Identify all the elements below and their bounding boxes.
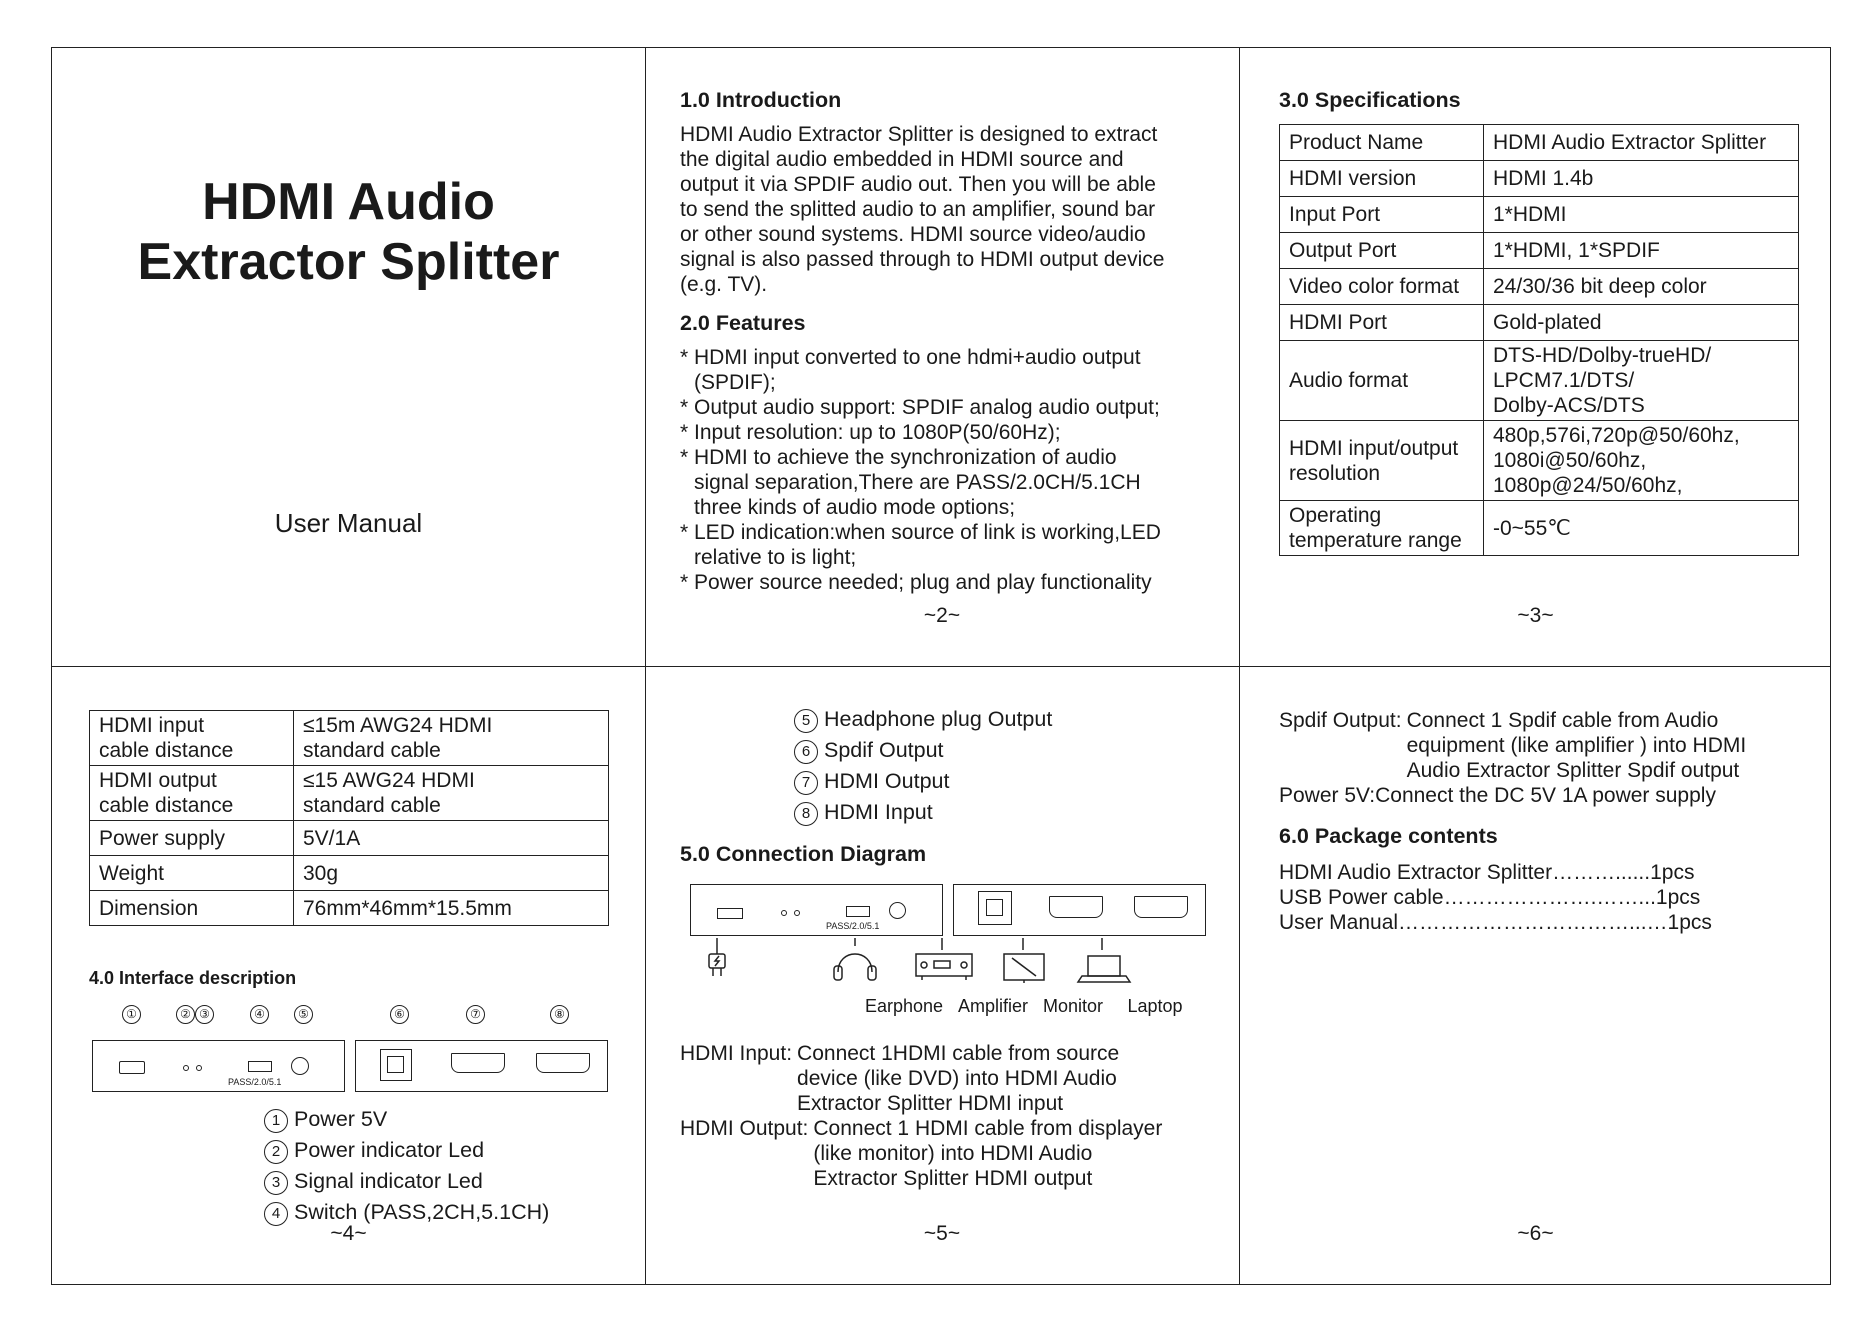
feature-item: * Power source needed; plug and play functionality [680, 571, 1152, 594]
led-icon [183, 1065, 189, 1071]
features-heading: 2.0 Features [680, 311, 806, 335]
feature-item: * HDMI to achieve the synchronization of audio signal separation,There are PASS/2.0CH/5.1CH three kinds of audio mode options; [680, 446, 1141, 519]
intro-heading: 1.0 Introduction [680, 88, 842, 112]
feature-item: * Output audio support: SPDIF analog audio output; [680, 396, 1160, 419]
cover-title-line: HDMI Audio [202, 173, 495, 231]
power-instruction: Power 5V:Connect the DC 5V 1A power supply [1279, 784, 1716, 807]
led-icon [196, 1065, 202, 1071]
package-list [1279, 860, 1712, 935]
hdmi-output-port-icon [1049, 896, 1103, 918]
cover-title-line: Extractor Splitter [137, 233, 560, 291]
manual-sheet [51, 47, 1831, 1285]
legend-item: 5 Headphone plug Output [794, 704, 1052, 735]
spdif-instructions [1279, 708, 1746, 808]
device-label: Amplifier [958, 996, 1029, 1016]
interface-legend-continued [794, 704, 1052, 828]
intro-line: HDMI Audio Extractor Splitter is designed to extract [680, 123, 1158, 146]
device-front-panel [92, 1040, 345, 1092]
legend-item: 7 HDMI Output [794, 766, 1052, 797]
switch-label: PASS/2.0/5.1 [228, 1077, 282, 1087]
switch-icon [248, 1061, 272, 1072]
device-back-panel [953, 884, 1206, 936]
cover-panel [52, 48, 645, 666]
intro-line: or other sound systems. HDMI source video/audio [680, 223, 1146, 246]
hdmi-input-port-icon [1134, 896, 1188, 918]
callout-1: ① [122, 1005, 141, 1024]
table-row: Operating temperature range -0~55℃ [1280, 501, 1799, 556]
intro-line: the digital audio embedded in HDMI source and [680, 148, 1124, 171]
connection-diagram [702, 936, 1222, 1046]
legend-item: 2 Power indicator Led [264, 1135, 549, 1166]
spdif-output-instruction: Spdif Output: Connect 1 Spdif cable from Audio equipment (like amplifier ) into HDMI Audio Extractor Splitter Spdif output [1279, 709, 1747, 782]
table-row: Input Port 1*HDMI [1280, 197, 1799, 233]
feature-item: * LED indication:when source of link is working,LED relative to is light; [680, 521, 1161, 569]
page-number: ~6~ [1517, 1222, 1554, 1245]
switch-icon [846, 906, 870, 917]
device-front-panel [690, 884, 943, 936]
specs-table-continued [89, 710, 609, 926]
package-item: USB Power cable………………….……...1pcs [1279, 886, 1701, 909]
package-item: HDMI Audio Extractor Splitter………......1pcs [1279, 861, 1695, 884]
amplifier-icon [916, 938, 972, 980]
legend-item: 3 Signal indicator Led [264, 1166, 549, 1197]
specs-panel [1279, 88, 1809, 556]
hdmi-output-instruction: HDMI Output: Connect 1 HDMI cable from displayer (like monitor) into HDMI Audio Extractor Splitter HDMI output [680, 1117, 1163, 1190]
hdmi-output-port-icon [451, 1053, 505, 1073]
page-number: ~5~ [923, 1222, 961, 1245]
page-number: ~3~ [1517, 604, 1554, 627]
connection-instructions [680, 1041, 1162, 1191]
usb-port-icon [119, 1061, 145, 1074]
table-row: Product Name HDMI Audio Extractor Splitter [1280, 125, 1799, 161]
device-back-panel [355, 1040, 608, 1092]
led-icon [794, 910, 800, 916]
package-item: User Manual……………………………...…1pcs [1279, 911, 1712, 934]
legend-item: 1 Power 5V [264, 1104, 549, 1135]
interface-panel [89, 710, 619, 926]
callout-4: ④ [250, 1005, 269, 1024]
laptop-icon [1078, 938, 1130, 982]
intro-line: signal is also passed through to HDMI output device [680, 248, 1165, 271]
spdif-port-icon [380, 1049, 412, 1081]
headphone-jack-icon [291, 1057, 309, 1075]
feature-item: * HDMI input converted to one hdmi+audio output (SPDIF); [680, 346, 1141, 394]
intro-line: to send the splitted audio to an amplifier, sound bar [680, 198, 1156, 221]
callout-7: ⑦ [466, 1005, 485, 1024]
intro-paragraph [680, 122, 1220, 297]
hdmi-input-port-icon [536, 1053, 590, 1073]
table-row: HDMI input cable distance ≤15m AWG24 HDMI standard cable [90, 711, 609, 766]
intro-panel [680, 88, 1220, 595]
intro-line: (e.g. TV). [680, 273, 768, 296]
device-label: Monitor [1042, 996, 1104, 1016]
legend-item: 4 Switch (PASS,2CH,5.1CH) [264, 1197, 549, 1228]
led-icon [781, 910, 787, 916]
specs-table [1279, 124, 1799, 556]
table-row: HDMI input/output resolution 480p,576i,720p@50/60hz, 1080i@50/60hz, 1080p@24/50/60hz, [1280, 421, 1799, 501]
monitor-icon [1004, 938, 1044, 983]
usb-port-icon [717, 908, 743, 919]
headphone-jack-icon [889, 902, 906, 919]
page-number: ~2~ [923, 604, 961, 627]
intro-line: output it via SPDIF audio out. Then you will be able [680, 173, 1156, 196]
table-row: HDMI version HDMI 1.4b [1280, 161, 1799, 197]
table-row: Video color format 24/30/36 bit deep color [1280, 269, 1799, 305]
legend-item: 6 Spdif Output [794, 735, 1052, 766]
table-row: Audio format DTS-HD/Dolby-trueHD/ LPCM7.1/DTS/ Dolby-ACS/DTS [1280, 341, 1799, 421]
switch-label: PASS/2.0/5.1 [826, 921, 880, 931]
table-row: Output Port 1*HDMI, 1*SPDIF [1280, 233, 1799, 269]
table-row: HDMI output cable distance ≤15 AWG24 HDMI standard cable [90, 766, 609, 821]
table-row: Dimension 76mm*46mm*15.5mm [90, 891, 609, 926]
callout-5: ⑤ [294, 1005, 313, 1024]
interface-legend [264, 1104, 549, 1228]
spdif-port-icon [978, 891, 1012, 925]
device-label: Laptop [1127, 996, 1183, 1016]
earphone-icon [834, 938, 876, 980]
interface-heading: 4.0 Interface description [89, 968, 297, 988]
connection-heading: 5.0 Connection Diagram [680, 842, 927, 866]
callout-3: ③ [195, 1005, 214, 1024]
cover-title [52, 172, 645, 292]
table-row: HDMI Port Gold-plated [1280, 305, 1799, 341]
cover-subtitle: User Manual [274, 508, 423, 538]
package-heading: 6.0 Package contents [1279, 824, 1498, 848]
legend-item: 8 HDMI Input [794, 797, 1052, 828]
power-plug-icon [709, 938, 725, 976]
feature-item: * Input resolution: up to 1080P(50/60Hz); [680, 421, 1061, 444]
hdmi-input-instruction: HDMI Input: Connect 1HDMI cable from source device (like DVD) into HDMI Audio Extractor Splitter HDMI input [680, 1042, 1120, 1115]
table-row: Power supply 5V/1A [90, 821, 609, 856]
page-number: ~4~ [330, 1222, 367, 1245]
callout-6: ⑥ [390, 1005, 409, 1024]
callout-8: ⑧ [550, 1005, 569, 1024]
panel-divider [52, 666, 1830, 667]
features-list [680, 345, 1220, 595]
device-label: Earphone [864, 996, 944, 1016]
specs-heading: 3.0 Specifications [1279, 88, 1461, 112]
table-row: Weight 30g [90, 856, 609, 891]
callout-2: ② [176, 1005, 195, 1024]
